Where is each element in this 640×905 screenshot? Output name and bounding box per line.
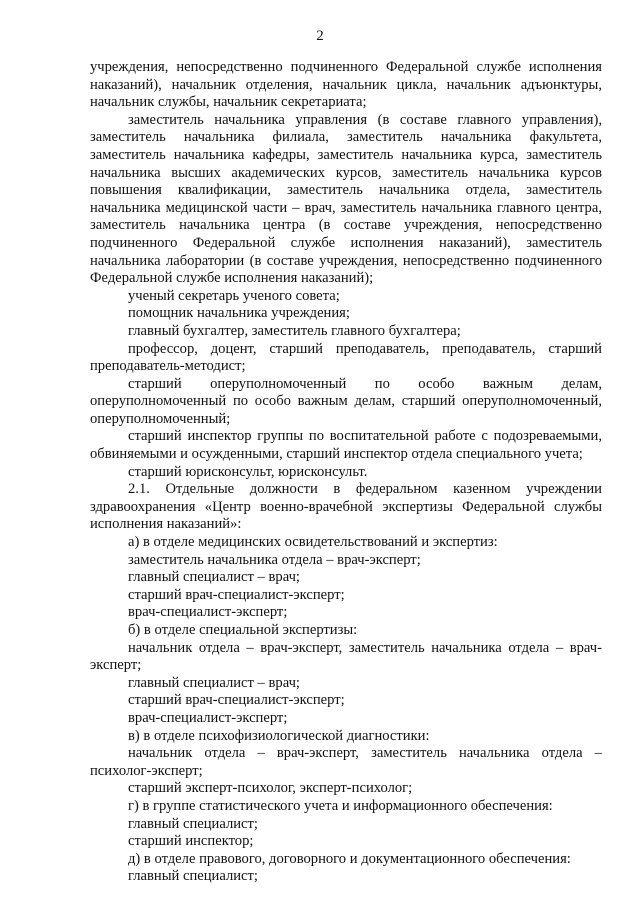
paragraph-item-d: д) в отделе правового, договорного и документационного обеспечения: [128,850,571,867]
paragraph-b-chief-specialist: главный специалист – врач; [128,674,300,691]
paragraph-item-b: б) в отделе специальной экспертизы: [128,622,358,638]
paragraph-b-senior-doctor: старший врач-специалист-эксперт; [128,692,345,709]
paragraph-g-senior-inspector: старший инспектор; [128,833,254,850]
page-number: 2 [316,28,324,44]
paragraph-item-v: в) в отделе психофизиологической диагностики: [128,727,430,744]
paragraph-item-g: г) в группе статистического учета и информационного обеспечения: [128,797,553,814]
paragraph-g-chief-specialist: главный специалист; [128,815,258,832]
paragraph-continuation: учреждения, непосредственно подчиненного Федеральной службе исполнения наказаний), начальник отделения, начальник цикла, начальник адъюнктуры, начальник службы, начальник секретариата; [90,59,602,111]
paragraph-section-2-1: 2.1. Отдельные должности в федеральном казенном учреждении здравоохранения «Центр военно-врачебной экспертизы Федеральной службы исполнения наказаний»: [90,481,602,533]
paragraph-item-a: а) в отделе медицинских освидетельствований и экспертиз: [128,534,498,551]
paragraph-operative: старший оперуполномоченный по особо важным делам, оперуполномоченный по особо важным делам, старший оперуполномоченный, оперуполномоченный; [90,375,602,427]
paragraph-legal-counsel: старший юрисконсульт, юрисконсульт. [128,463,368,480]
paragraph-chief-accountant: главный бухгалтер, заместитель главного бухгалтера; [128,322,461,339]
paragraph-a-senior-doctor: старший врач-специалист-эксперт; [128,586,345,603]
paragraph-v-head: начальник отдела – врач-эксперт, заместитель начальника отдела – психолог-эксперт; [90,745,602,779]
document-body [90,59,602,886]
paragraph-deputy-heads: заместитель начальника управления (в составе главного управления), заместитель начальника филиала, заместитель начальника факультета, заместитель начальника кафедры, заместитель начальника курса, заместитель начальника высших академических курсов, заместитель начальника курсов повышения квалификации, заместитель начальника отдела, заместитель начальника медицинской части – врач, заместитель начальника главного центра, заместитель начальника центра (в составе учреждения, непосредственно подчиненного Федеральной службе исполнения наказаний), заместитель начальника лаборатории (в составе учреждения, непосредственно подчиненного Федеральной службе исполнения наказаний); [90,111,602,287]
paragraph-b-head: начальник отдела – врач-эксперт, заместитель начальника отдела – врач-эксперт; [90,639,602,674]
paragraph-d-chief-specialist: главный специалист; [128,868,258,885]
paragraph-inspector: старший инспектор группы по воспитательной работе с подозреваемыми, обвиняемыми и осужденными, старший инспектор отдела специального учета; [90,428,602,463]
paragraph-a-deputy: заместитель начальника отдела – врач-эксперт; [128,551,421,568]
paragraph-scientific-secretary: ученый секретарь ученого совета; [128,287,340,304]
paragraph-professor: профессор, доцент, старший преподаватель, преподаватель, старший преподаватель-методист; [90,340,602,375]
paragraph-b-doctor: врач-специалист-эксперт; [128,709,288,726]
paragraph-assistant-head: помощник начальника учреждения; [128,305,350,322]
paragraph-a-chief-specialist: главный специалист – врач; [128,569,300,586]
paragraph-v-psychologist: старший эксперт-психолог, эксперт-психолог; [128,780,413,797]
paragraph-a-doctor: врач-специалист-эксперт; [128,604,288,621]
